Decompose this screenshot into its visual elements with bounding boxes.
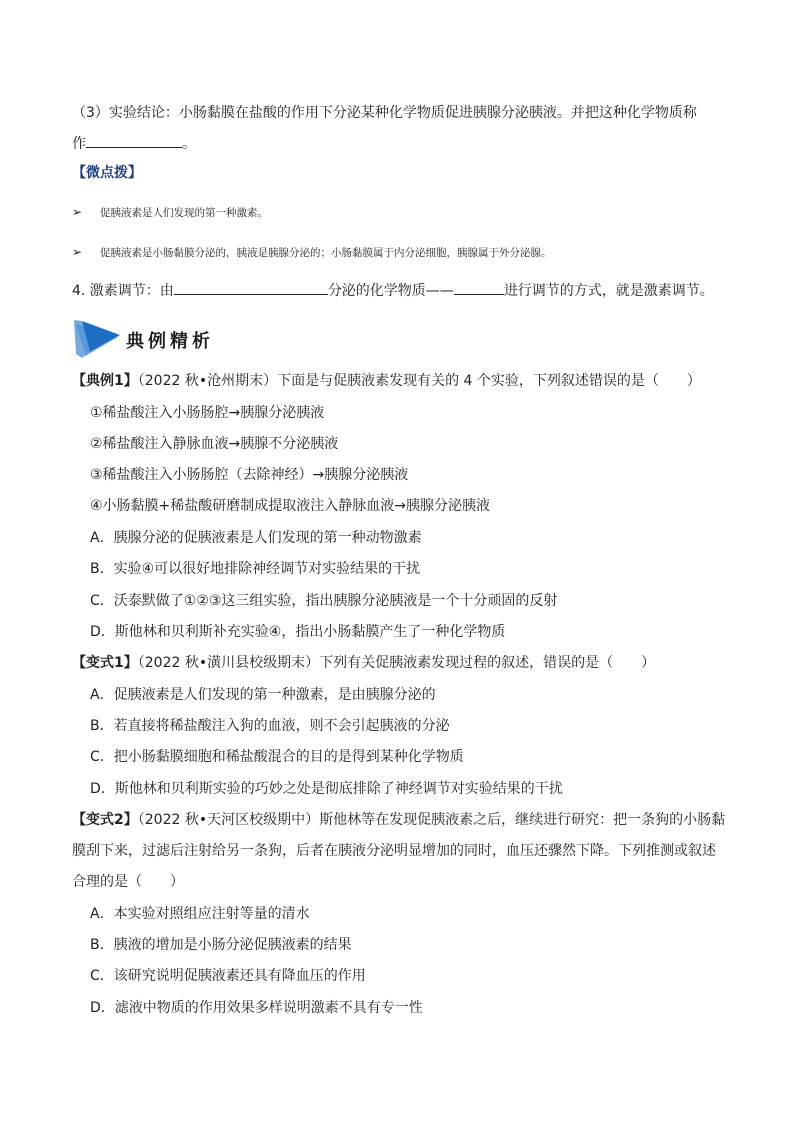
- point-4-line: [72, 280, 714, 301]
- option-c[interactable]: C．该研究说明促胰液素还具有降血压的作用: [90, 968, 366, 984]
- conclusion-line-1: （3）实验结论：小肠黏膜在盐酸的作用下分泌某种化学物质促进胰腺分泌胰液。并把这种化学物质称: [72, 105, 697, 121]
- variant-1-stem: [72, 653, 655, 673]
- tip-item: [72, 202, 268, 223]
- experiment-item: ④小肠黏膜+稀盐酸研磨制成提取液注入静脉血液→胰腺分泌胰液: [90, 498, 491, 514]
- variant-2-stem: [72, 810, 725, 830]
- experiment-item: ③稀盐酸注入小肠肠腔（去除神经）→胰腺分泌胰液: [90, 467, 409, 483]
- variant-2-stem-line-3: 合理的是（ ）: [72, 874, 184, 890]
- variant-2-stem-text: （2022 秋•天河区校级期中）斯他林等在发现促胰液素之后，继续进行研究：把一条狗的小肠黏: [137, 812, 726, 828]
- option-d[interactable]: D．滤液中物质的作用效果多样说明激素不具有专一性: [90, 1000, 423, 1016]
- example-1-stem: [72, 371, 701, 391]
- answer-blank-3[interactable]: [454, 280, 504, 295]
- experiment-item: ①稀盐酸注入小肠肠腔→胰腺分泌胰液: [90, 405, 325, 421]
- option-c[interactable]: C．沃泰默做了①②③这三组实验，指出胰腺分泌胰液是一个十分顽固的反射: [90, 593, 558, 609]
- tip-item: [72, 242, 552, 263]
- option-d[interactable]: D．斯他林和贝利斯补充实验④，指出小肠黏膜产生了一种化学物质: [90, 624, 506, 640]
- point-4-prefix: 4. 激素调节：由: [72, 283, 174, 299]
- arrow-bullet-icon: ➢: [72, 245, 83, 259]
- conclusion-suffix: 。: [182, 136, 196, 152]
- variant-1-stem-text: （2022 秋•潢川县校级期末）下列有关促胰液素发现过程的叙述，错误的是（ ）: [137, 655, 656, 671]
- option-b[interactable]: B．胰液的增加是小肠分泌促胰液素的结果: [90, 937, 352, 953]
- example-1-label: 【典例1】: [72, 373, 138, 389]
- example-1-stem-text: （2022 秋•沧州期末）下面是与促胰液素发现有关的 4 个实验，下列叙述错误的是（ ）: [137, 373, 701, 389]
- conclusion-prefix: 作: [72, 136, 86, 152]
- option-d[interactable]: D．斯他林和贝利斯实验的巧妙之处是彻底排除了神经调节对实验结果的干扰: [90, 781, 563, 797]
- option-a[interactable]: A．胰腺分泌的促胰液素是人们发现的第一种动物激素: [90, 530, 422, 546]
- arrow-bullet-icon: ➢: [72, 205, 83, 219]
- variant-2-label: 【变式2】: [72, 812, 138, 828]
- conclusion-line-2: [72, 133, 196, 154]
- answer-blank-2[interactable]: [174, 280, 328, 295]
- section-title: 典例精析: [126, 331, 214, 352]
- variant-2-stem-line-2: 膜刮下来，过滤后注射给另一条狗，后者在胰液分泌明显增加的同时，血压还骤然下降。下列推测或叙述: [72, 843, 716, 859]
- point-4-suffix: 进行调节的方式，就是激素调节。: [503, 283, 714, 299]
- tip-title: 【微点拨】: [72, 165, 142, 181]
- play-triangle-icon: [72, 318, 122, 360]
- option-a[interactable]: A．促胰液素是人们发现的第一种激素，是由胰腺分泌的: [90, 687, 436, 703]
- option-a[interactable]: A．本实验对照组应注射等量的清水: [90, 906, 310, 922]
- section-heading: [72, 318, 272, 360]
- answer-blank-1[interactable]: [86, 133, 182, 148]
- option-b[interactable]: B．实验④可以很好地排除神经调节对实验结果的干扰: [90, 561, 421, 577]
- tip-item-text: 促胰液素是小肠黏膜分泌的，胰液是胰腺分泌的；小肠黏膜属于内分泌细胞，胰腺属于外分泌腺。: [100, 247, 552, 259]
- option-b[interactable]: B．若直接将稀盐酸注入狗的血液，则不会引起胰液的分泌: [90, 718, 450, 734]
- variant-1-label: 【变式1】: [72, 655, 138, 671]
- point-4-middle: 分泌的化学物质——: [327, 283, 454, 299]
- tip-item-text: 促胰液素是人们发现的第一种激素。: [100, 207, 268, 219]
- option-c[interactable]: C．把小肠黏膜细胞和稀盐酸混合的目的是得到某种化学物质: [90, 749, 464, 765]
- experiment-item: ②稀盐酸注入静脉血液→胰腺不分泌胰液: [90, 436, 339, 452]
